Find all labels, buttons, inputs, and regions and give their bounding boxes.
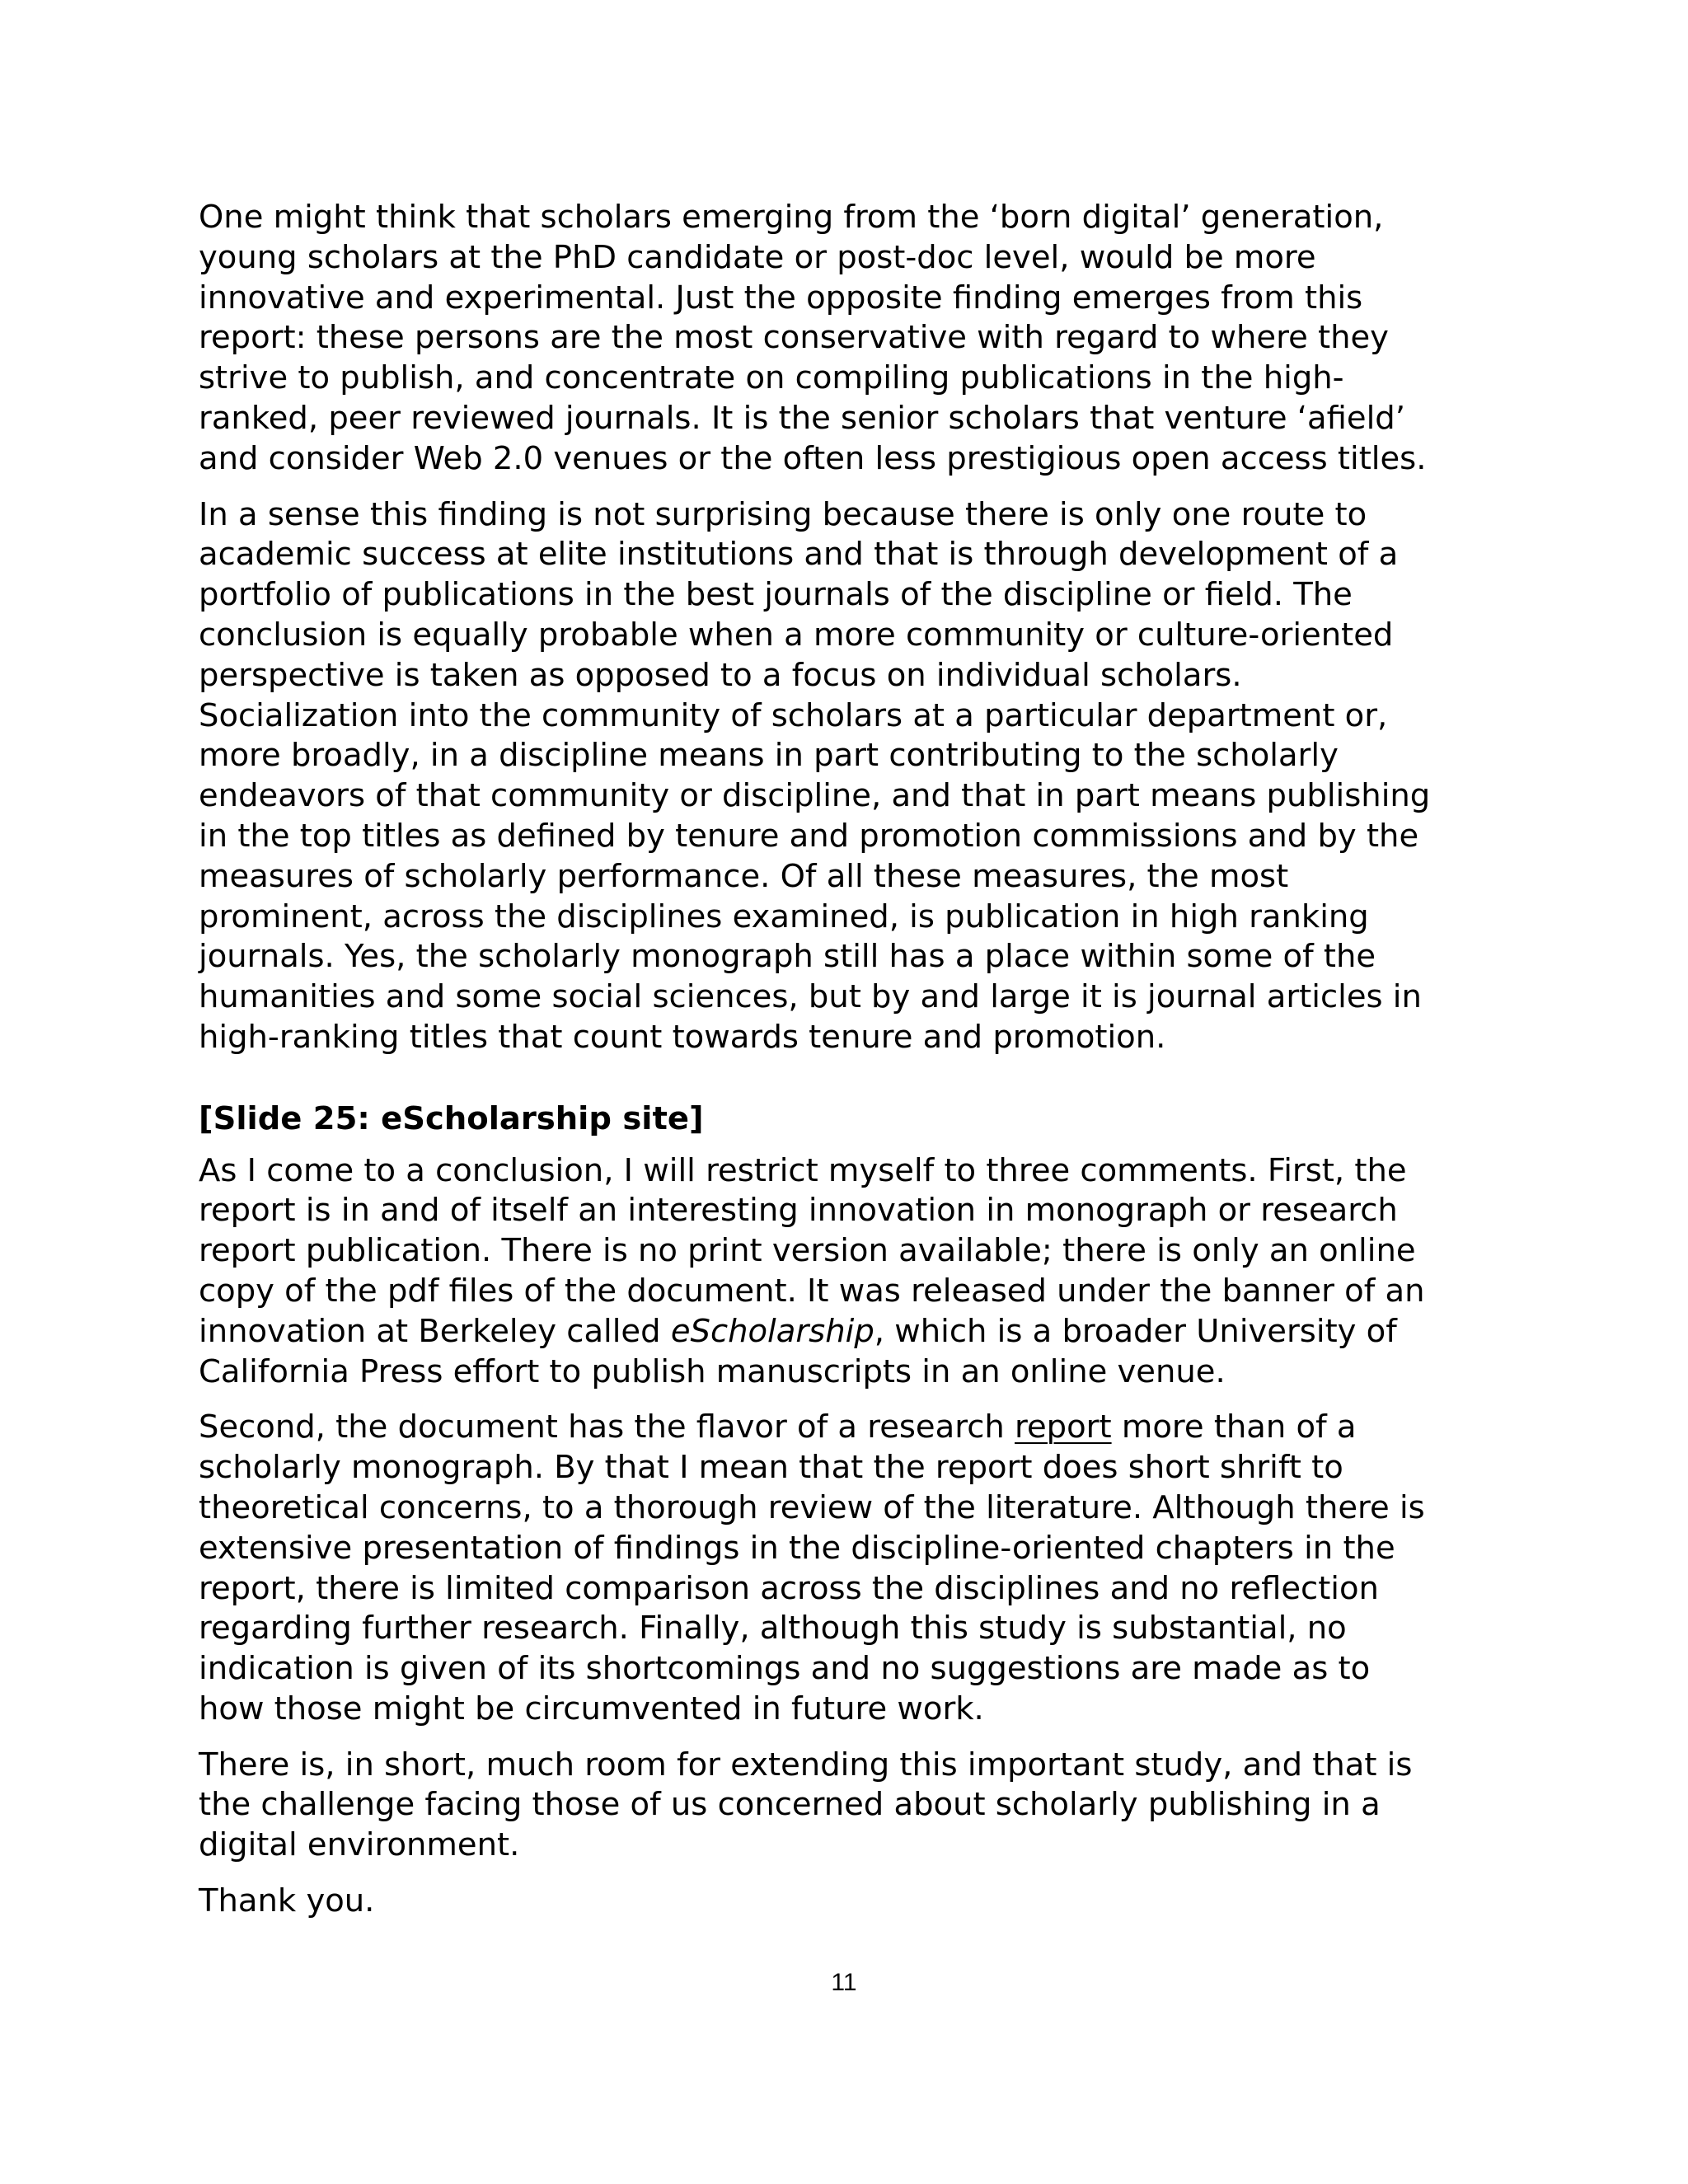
born-digital-line: and consider Web 2.0 venues or the often less prestigious open access titles. [199,439,1427,477]
conclusion-line-1: As I come to a conclusion, I will restrict myself to three comments. First, the [199,1151,1407,1189]
report-underlined: report [1015,1408,1112,1446]
research-report-line: report, there is limited comparison across the disciplines and no reflection [199,1569,1379,1607]
closing-line: digital environment. [199,1826,520,1864]
academic-success-line: more broadly, in a discipline means in part contributing to the scholarly [199,737,1339,775]
research-report-line: how those might be circumvented in future work. [199,1690,984,1727]
paragraph-closing [199,1746,1501,1866]
academic-success-line: journals. Yes, the scholarly monograph still has a place within some of the [199,938,1376,976]
academic-success-line: prominent, across the disciplines examined, is publication in high ranking [199,898,1369,935]
closing-line: There is, in short, much room for extending this important study, and that is [199,1746,1413,1783]
born-digital-line: ranked, peer reviewed journals. It is the senior scholars that venture ‘afield’ [199,399,1405,437]
research-report-line: extensive presentation of findings in the discipline-oriented chapters in the [199,1529,1395,1567]
conclusion-line-4: copy of the pdf files of the document. It was released under the banner of an [199,1272,1425,1310]
second-line-1-end: more than of a [1111,1408,1357,1446]
page-number: 11 [831,1969,857,1996]
academic-success-line: Socialization into the community of scholars at a particular department or, [199,696,1388,734]
section-spacer [199,1058,1501,1099]
conclusion-line-6: California Press effort to publish manuscripts in an online venue. [199,1352,1226,1390]
born-digital-line: strive to publish, and concentrate on compiling publications in the high- [199,359,1344,397]
born-digital-line: report: these persons are the most conservative with regard to where they [199,319,1389,357]
paragraph-born-digital [199,198,1501,480]
thank-you-line: Thank you. [199,1882,375,1920]
heading-spacer [199,1140,1501,1151]
closing-line: the challenge facing those of us concerned about scholarly publishing in a [199,1786,1381,1824]
paragraph-conclusion [199,1151,1501,1393]
conclusion-line-5-end: , which is a broader University of [874,1312,1397,1350]
academic-success-line: In a sense this finding is not surprising because there is only one route to [199,495,1367,533]
escholarship-italic: eScholarship [670,1312,874,1350]
research-report-line: scholarly monograph. By that I mean that the report does short shrift to [199,1449,1343,1487]
paragraph-academic-success [199,495,1501,1058]
conclusion-line-5-start: innovation at Berkeley called [199,1312,671,1350]
research-report-line: indication is given of its shortcomings and no suggestions are made as to [199,1650,1371,1688]
born-digital-line: One might think that scholars emerging from the ‘born digital’ generation, [199,199,1384,236]
academic-success-line: conclusion is equally probable when a more community or culture-oriented [199,616,1394,654]
second-paragraph-rest [199,1449,1425,1727]
second-line-1-start: Second, the document has the flavor of a research [199,1408,1015,1446]
research-report-line: regarding further research. Finally, although this study is substantial, no [199,1610,1347,1647]
paragraph-research-report [199,1408,1501,1729]
conclusion-line-2: report is in and of itself an interesting innovation in monograph or research [199,1192,1398,1230]
research-report-line: theoretical concerns, to a thorough review of the literature. Although there is [199,1488,1425,1526]
academic-success-line: perspective is taken as opposed to a focus on individual scholars. [199,656,1242,694]
born-digital-line: innovative and experimental. Just the opposite finding emerges from this [199,279,1363,316]
slide-heading: [Slide 25: eScholarship site] [199,1099,704,1137]
academic-success-line: portfolio of publications in the best journals of the discipline or field. The [199,576,1353,614]
academic-success-line: high-ranking titles that count towards tenure and promotion. [199,1018,1166,1056]
conclusion-line-3: report publication. There is no print version available; there is only an online [199,1232,1416,1270]
academic-success-line: academic success at elite institutions and that is through development of a [199,536,1399,574]
academic-success-line: in the top titles as defined by tenure and promotion commissions and by the [199,817,1419,855]
academic-success-line: endeavors of that community or discipline, and that in part means publishing [199,777,1431,815]
document-body [199,198,1501,1922]
born-digital-line: young scholars at the PhD candidate or post-doc level, would be more [199,238,1316,276]
academic-success-line: measures of scholarly performance. Of all these measures, the most [199,857,1289,895]
academic-success-line: humanities and some social sciences, but by and large it is journal articles in [199,978,1422,1016]
